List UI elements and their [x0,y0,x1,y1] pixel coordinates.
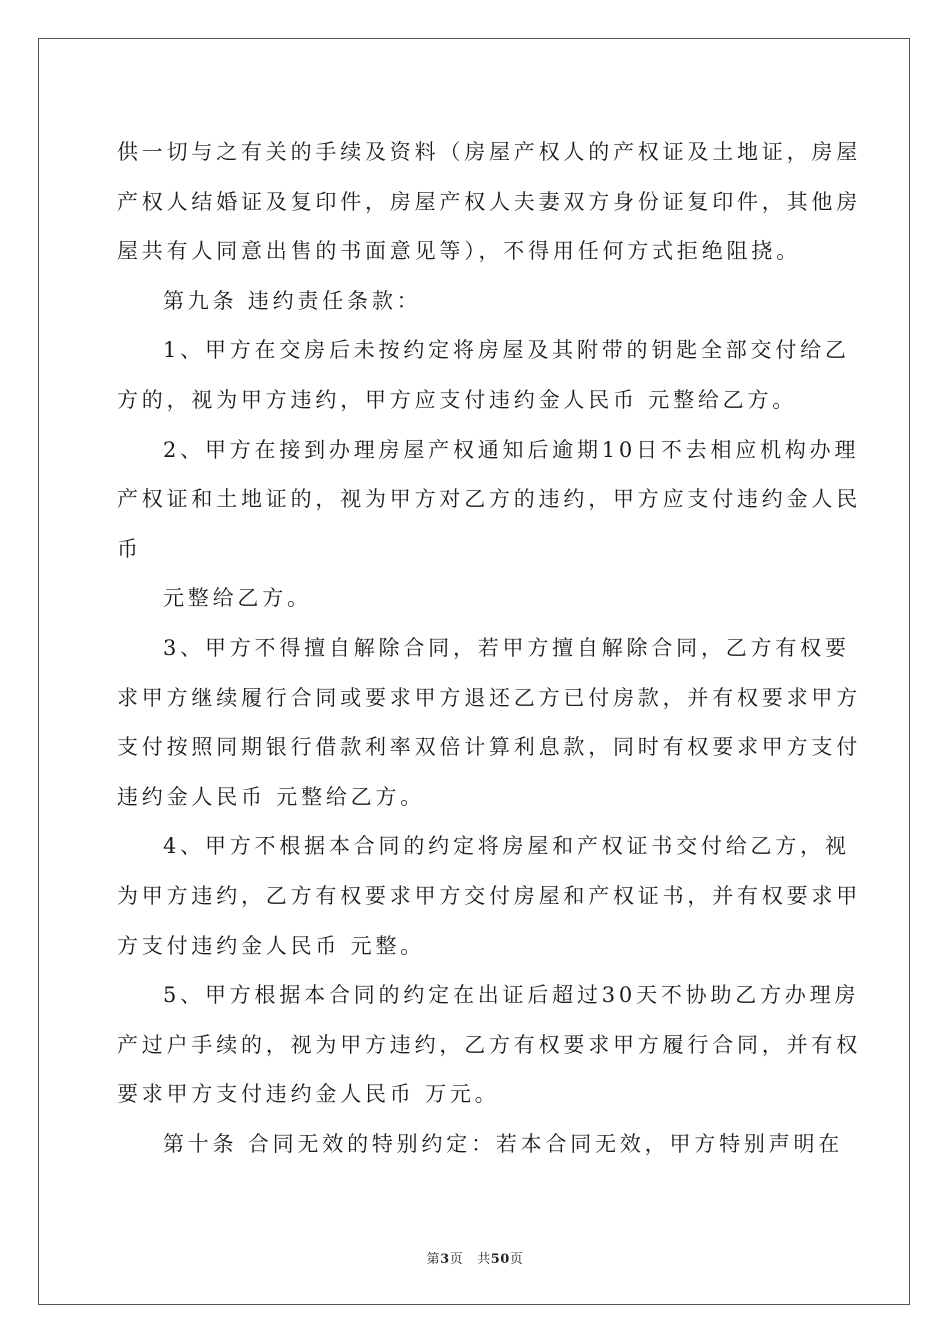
text-line: 屋共有人同意出售的书面意见等），不得用任何方式拒绝阻挠。 [117,239,801,264]
text-line: 方支付违约金人民币 元整。 [117,933,426,958]
text-line: 为甲方违约，乙方有权要求甲方交付房屋和产权证书，并有权要求甲 [117,883,861,908]
text-line: 4、甲方不根据本合同的约定将房屋和产权证书交付给乙方，视 [163,834,850,859]
page-suffix: 页 [449,1252,464,1267]
text-line: 第十条 合同无效的特别约定：若本合同无效，甲方特别声明在 [163,1131,844,1156]
page-footer [0,1248,950,1267]
text-line: 违约金人民币 元整给乙方。 [117,784,426,809]
text-line: 币 [117,536,142,561]
text-line: 产过户手续的，视为甲方违约，乙方有权要求甲方履行合同，并有权 [117,1032,861,1057]
text-line: 1、甲方在交房后未按约定将房屋及其附带的钥匙全部交付给乙 [163,338,850,363]
text-line: 支付按照同期银行借款利率双倍计算利息款，同时有权要求甲方支付 [117,735,861,760]
text-line: 求甲方继续履行合同或要求甲方退还乙方已付房款，并有权要求甲方 [117,685,861,710]
text-line: 3、甲方不得擅自解除合同，若甲方擅自解除合同，乙方有权要 [163,635,850,660]
total-pages: 50 [490,1252,510,1267]
text-line: 2、甲方在接到办理房屋产权通知后逾期10日不去相应机构办理 [163,437,860,462]
page-prefix: 第 [426,1252,441,1267]
text-line: 产权人结婚证及复印件，房屋产权人夫妻双方身份证复印件，其他房 [117,189,861,214]
total-suffix: 页 [509,1252,524,1267]
text-line: 第九条 违约责任条款： [163,288,422,313]
text-line: 元整给乙方。 [163,586,312,611]
text-line: 5、甲方根据本合同的约定在出证后超过30天不协助乙方办理房 [163,983,860,1008]
text-line: 供一切与之有关的手续及资料（房屋产权人的产权证及土地证，房屋 [117,140,861,164]
page-number: 3 [440,1252,450,1267]
document-body [117,128,861,1169]
text-line: 方的，视为甲方违约，甲方应支付违约金人民币 元整给乙方。 [117,387,798,412]
total-prefix: 共 [477,1252,491,1267]
text-line: 要求甲方支付违约金人民币 万元。 [117,1082,500,1107]
text-line: 产权证和土地证的，视为甲方对乙方的违约，甲方应支付违约金人民 [117,487,861,512]
